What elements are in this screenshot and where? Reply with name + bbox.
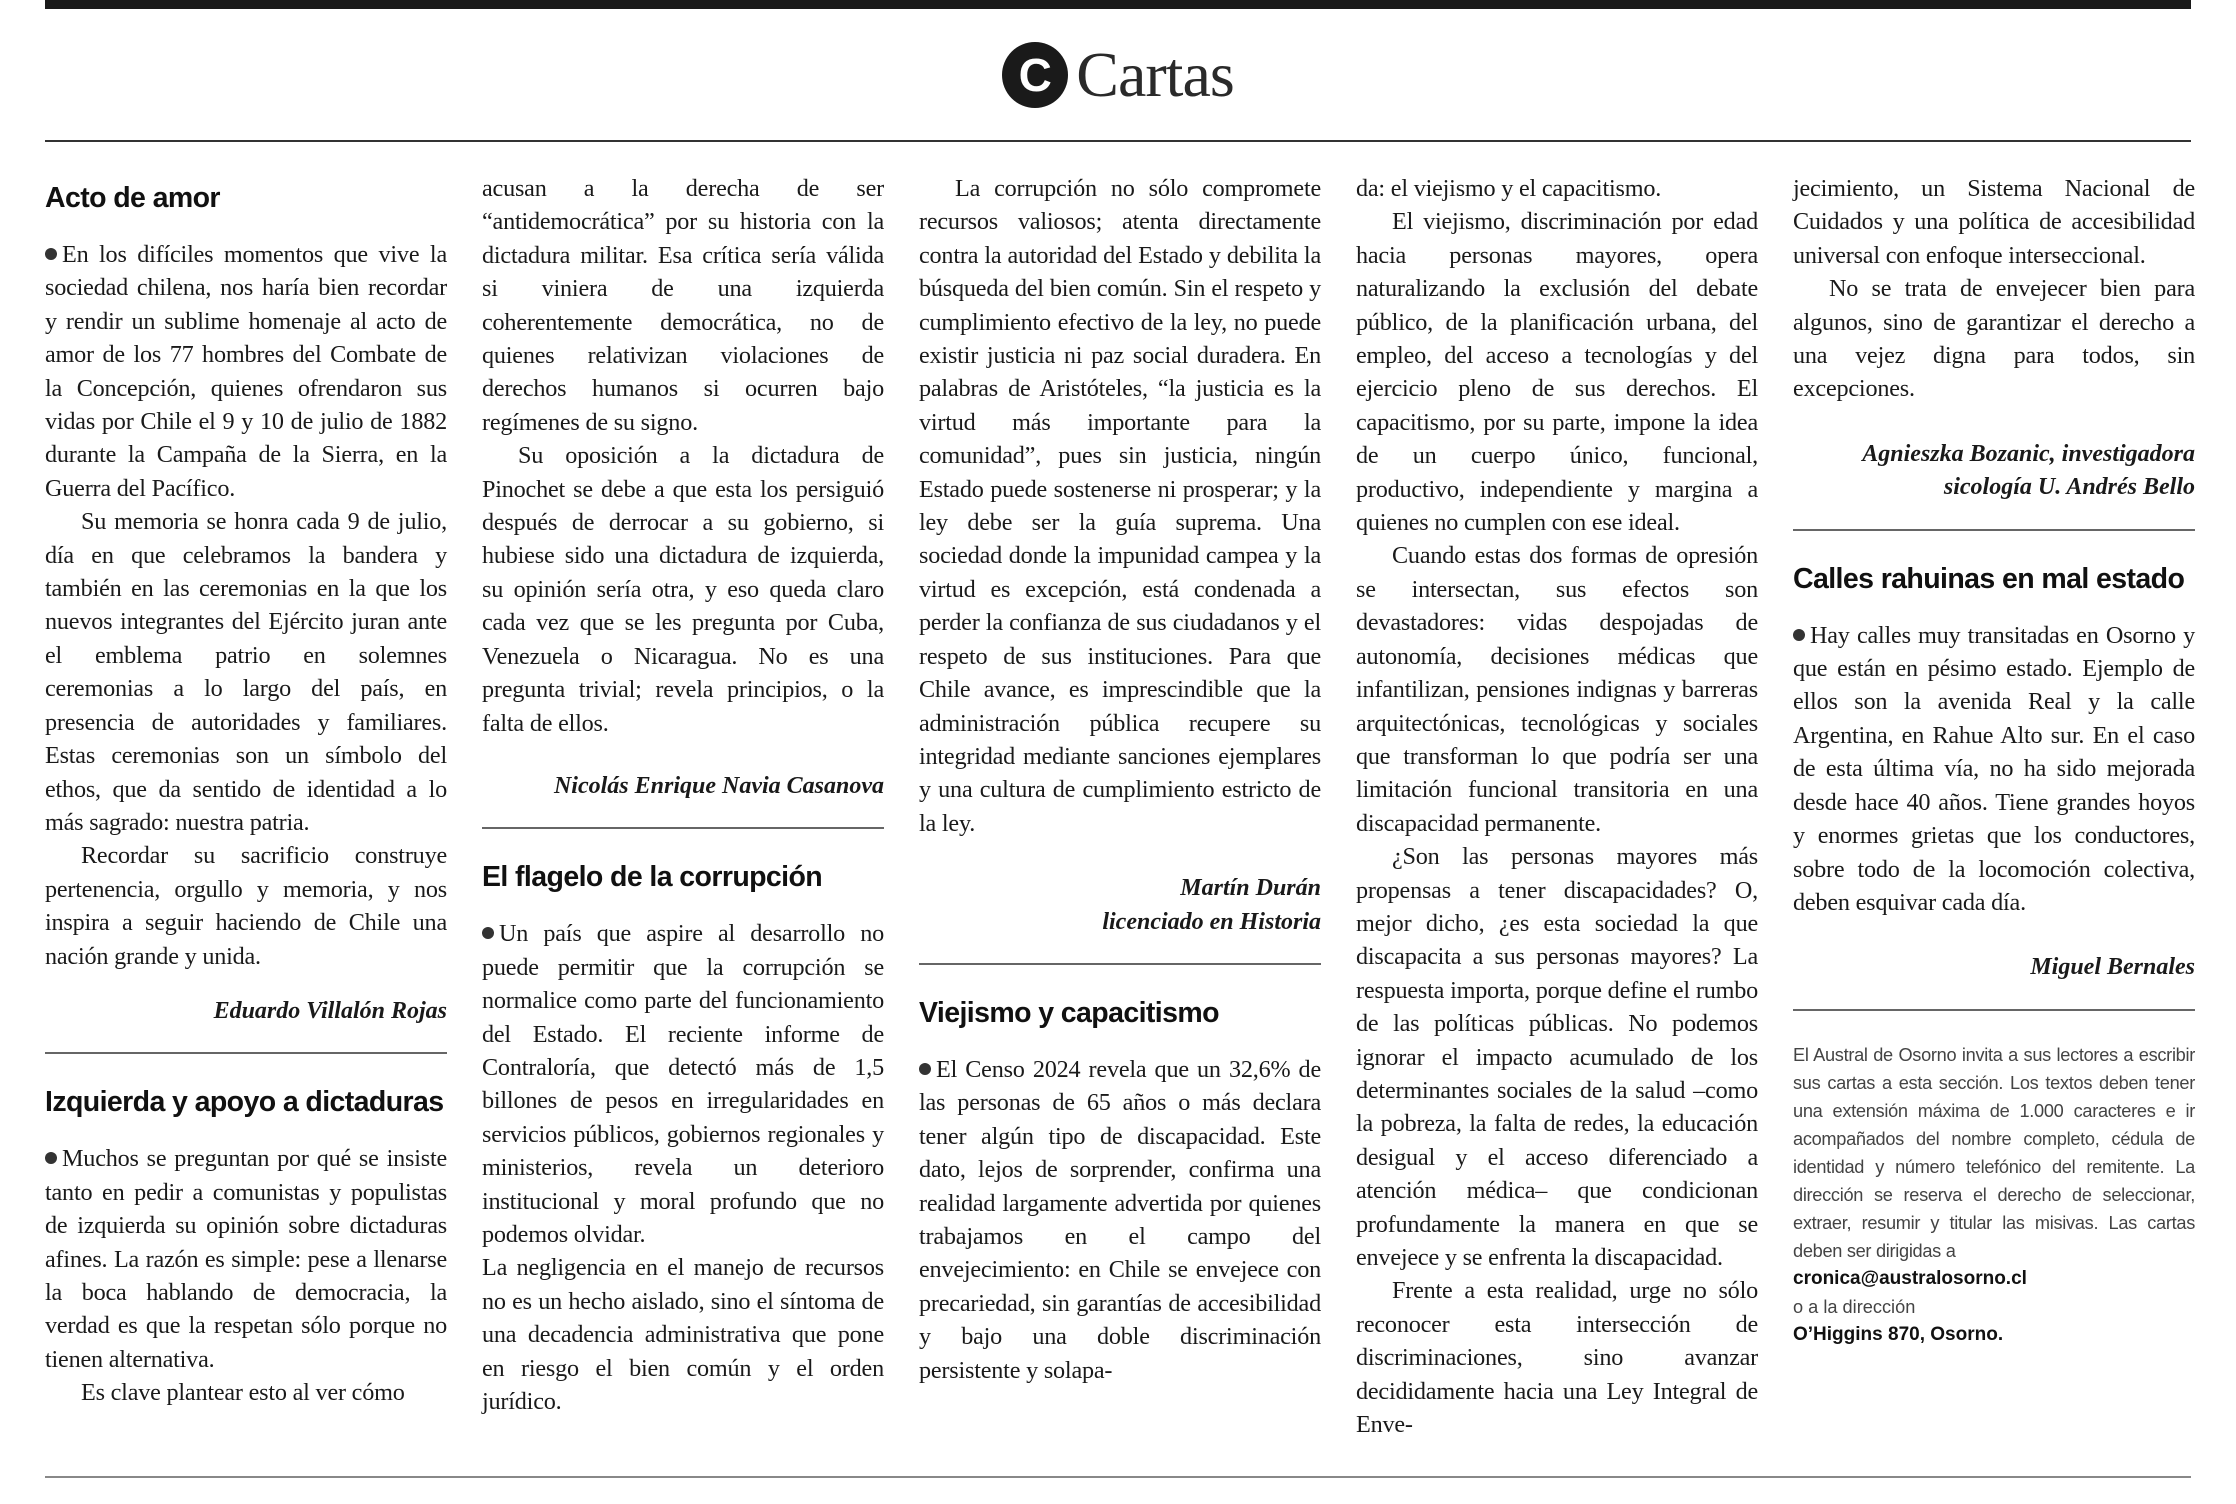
- column-5: [1793, 172, 2195, 1349]
- letter-paragraph: jecimiento, un Sistema Nacional de Cuidados y una política de accesibilidad universal con enfoque interseccional.: [1793, 175, 2195, 269]
- section-logo-icon: C: [1002, 42, 1068, 108]
- letter-paragraph: Es clave plantear esto al ver cómo: [81, 1379, 405, 1407]
- letter-divider: [45, 1052, 447, 1054]
- letter-headline: Izquierda y apoyo a dictaduras: [45, 1086, 444, 1119]
- letter-paragraph: Recordar su sacrificio construye pertenencia, orgullo y memoria, y nos inspira a seguir haciendo de Chile una nación grande y unida.: [45, 842, 447, 970]
- letter-paragraph: ¿Son las personas mayores más propensas a tener discapacidades? O, mejor dicho, ¿es esta sociedad la que discapacita a sus personas mayores? La respuesta importa, porque define el rumbo de las políticas públicas. No podemos ignorar el impacto acumulado de los determinantes sociales de la salud –como la pobreza, la falta de redes, la educación desigual y el acceso diferenciado a atención médica– que condicionan profundamente la manera en que se envejece y se enfrenta la discapacidad.: [1356, 843, 1758, 1271]
- letter-paragraph: El viejismo, discriminación por edad hacia personas mayores, opera naturalizando la exclusión del debate público, de la planificación urbana, del empleo, del acceso a tecnologías y del ejercicio pleno de sus derechos. El capacitismo, por su parte, impone la idea de un cuerpo único, funcional, productivo, independiente y margina a quienes no cumplen con ese ideal.: [1356, 208, 1758, 537]
- letter-signature: Martín Durán: [1180, 875, 1321, 902]
- letter-paragraph: Un país que aspire al desarrollo no puede permitir que la corrupción se normalice como parte del funcionamiento del Estado. El reciente informe de Contraloría, que detectó más de 1,5 billones de pesos en irregularidades en servicios públicos, gobiernos regionales y ministerios, revela un deterioro institucional y moral profundo que no podemos olvidar.: [482, 920, 884, 1248]
- letter-paragraph: Cuando estas dos formas de opresión se intersectan, sus efectos son devastadores: vidas despojadas de autonomía, decisiones médicas que infantilizan, pensiones indignas y barreras arquitectónicas, tecnológicas y sociales que transforman lo que podría ser una limitación funcional transitoria en una discapacidad permanente.: [1356, 542, 1758, 837]
- column-3: [919, 172, 1321, 1387]
- letter-signature-title: licenciado en Historia: [1102, 908, 1321, 935]
- submission-address: O’Higgins 870, Osorno.: [1793, 1323, 2004, 1345]
- letter-divider: [919, 963, 1321, 965]
- submission-email: cronica@australosorno.cl: [1793, 1267, 2027, 1289]
- letter-signature: Nicolás Enrique Navia Casanova: [553, 772, 884, 799]
- column-4: [1356, 172, 1758, 1441]
- letter-paragraph: Muchos se preguntan por qué se insiste tanto en pedir a comunistas y populistas de izquierda su opinión sobre dictaduras afines. La razón es simple: pese a llenarse la boca hablando de democracia, la verdad es que la respetan sólo porque no tienen alternativa.: [45, 1145, 447, 1373]
- bullet-icon: [919, 1063, 931, 1075]
- bullet-icon: [45, 1152, 57, 1164]
- bullet-icon: [45, 248, 57, 260]
- letter-signature-title: sicología U. Andrés Bello: [1943, 474, 2195, 501]
- top-bar: [45, 0, 2191, 9]
- letter-headline: Acto de amor: [45, 182, 220, 214]
- bullet-icon: [482, 927, 494, 939]
- letter-paragraph: Frente a esta realidad, urge no sólo reconocer esta intersección de discriminaciones, sino avanzar decididamente hacia una Ley Integral de Enve-: [1356, 1277, 1758, 1439]
- letter-paragraph: No se trata de envejecer bien para algunos, sino de garantizar el derecho a una vejez digna para todos, sin excepciones.: [1793, 275, 2195, 403]
- letter-divider: [482, 827, 884, 829]
- letter-paragraph: acusan a la derecha de ser “antidemocrática” por su historia con la dictadura militar. Esa crítica sería válida si viniera de una izquierda coherentemente democrática, no de quienes relativizan violaciones de derechos humanos si ocurren bajo regímenes de su signo.: [482, 175, 884, 436]
- letter-paragraph: Hay calles muy transitadas en Osorno y que están en pésimo estado. Ejemplo de ellos son la avenida Real y la calle Argentina, en Rahue Alto sur. En el caso de esta última vía, no ha sido mejorada desde hace 40 años. Tiene grandes hoyos y enormes grietas que los conductores, sobre todo de la locomoción colectiva, deben esquivar cada día.: [1793, 621, 2195, 916]
- page-bottom-rule: [45, 1476, 2191, 1478]
- letter-signature: Eduardo Villalón Rojas: [213, 997, 447, 1024]
- letter-headline: Viejismo y capacitismo: [919, 996, 1219, 1029]
- masthead-rule: [45, 140, 2191, 142]
- letter-paragraph: da: el viejismo y el capacitismo.: [1356, 175, 1662, 202]
- letter-divider: [1793, 1009, 2195, 1011]
- section-title: Cartas: [1076, 39, 1234, 110]
- letter-paragraph: En los difíciles momentos que vive la sociedad chilena, nos haría bien recordar y rendir un sublime homenaje al acto de amor de los 77 hombres del Combate de la Concepción, quienes ofrendaron sus vidas por Chile el 9 y 10 de julio de 1882 durante la Campaña de la Sierra, en la Guerra del Pacífico.: [45, 241, 447, 502]
- letter-paragraph: Su oposición a la dictadura de Pinochet se debe a que esta los persiguió después de derrocar a su gobierno, si hubiese sido una dictadura de izquierda, su opinión sería otra, y eso queda claro cada vez que se les pregunta por Cuba, Venezuela o Nicaragua. No es una pregunta trivial; revela principios, o la falta de ellos.: [482, 442, 884, 737]
- submission-address-label: o a la dirección: [1793, 1296, 1916, 1317]
- letter-headline: Calles rahuinas en mal estado: [1793, 562, 2185, 595]
- column-1: [45, 172, 447, 1410]
- letter-paragraph: Su memoria se honra cada 9 de julio, día en que celebramos la bandera y también en las ceremonias en la que los nuevos integrantes del Ejército juran ante el emblema patrio en solemnes ceremonias a lo largo del país, en presencia de autoridades y familiares. Estas ceremonias son un símbolo del ethos, que da sentido de identidad a lo más sagrado: nuestra patria.: [45, 508, 447, 836]
- letter-signature: Agnieszka Bozanic, investigadora: [1862, 440, 2195, 467]
- letter-headline: El flagelo de la corrupción: [482, 861, 823, 894]
- letter-paragraph: El Censo 2024 revela que un 32,6% de las personas de 65 años o más declara tener algún tipo de discapacidad. Este dato, lejos de sorprender, confirma una realidad largamente advertida por quienes trabajamos en el campo del envejecimiento: en Chile se envejece con precariedad, sin garantías de accesibilidad y bajo una doble discriminación persistente y solapa-: [919, 1055, 1321, 1384]
- letter-divider: [1793, 529, 2195, 531]
- letter-signature: Miguel Bernales: [2030, 954, 2195, 981]
- submission-note: El Austral de Osorno invita a sus lectores a escribir sus cartas a esta sección. Los textos deben tener una extensión máxima de 1.000 caracteres e ir acompañados del nombre completo, cédula de identidad y número telefónico del remitente. La dirección se reserva el derecho de seleccionar, extraer, resumir y titular las misivas. Las cartas deben ser dirigidas a: [1793, 1044, 2195, 1261]
- bullet-icon: [1793, 629, 1805, 641]
- letter-paragraph: La negligencia en el manejo de recursos no es un hecho aislado, sino el síntoma de una decadencia administrativa que pone en riesgo el bien común y el orden jurídico.: [482, 1254, 884, 1415]
- letter-paragraph: La corrupción no sólo compromete recursos valiosos; atenta directamente contra la autoridad del Estado y debilita la búsqueda del bien común. Sin el respeto y cumplimiento efectivo de la ley, no puede existir justicia ni paz social duradera. En palabras de Aristóteles, “la justicia es la virtud más importante para la comunidad”, pues sin justicia, ningún Estado puede sostenerse ni prosperar; y la ley debe ser la guía suprema. Una sociedad donde la impunidad campea y la virtud es excepción, está condenada a perder la confianza de sus ciudadanos y el respeto de sus instituciones. Para que Chile avance, es imprescindible que la administración pública recupere su integridad mediante sanciones ejemplares y una cultura de cumplimiento estricto de la ley.: [919, 175, 1321, 837]
- masthead: [0, 30, 2236, 120]
- column-2: [482, 172, 884, 1418]
